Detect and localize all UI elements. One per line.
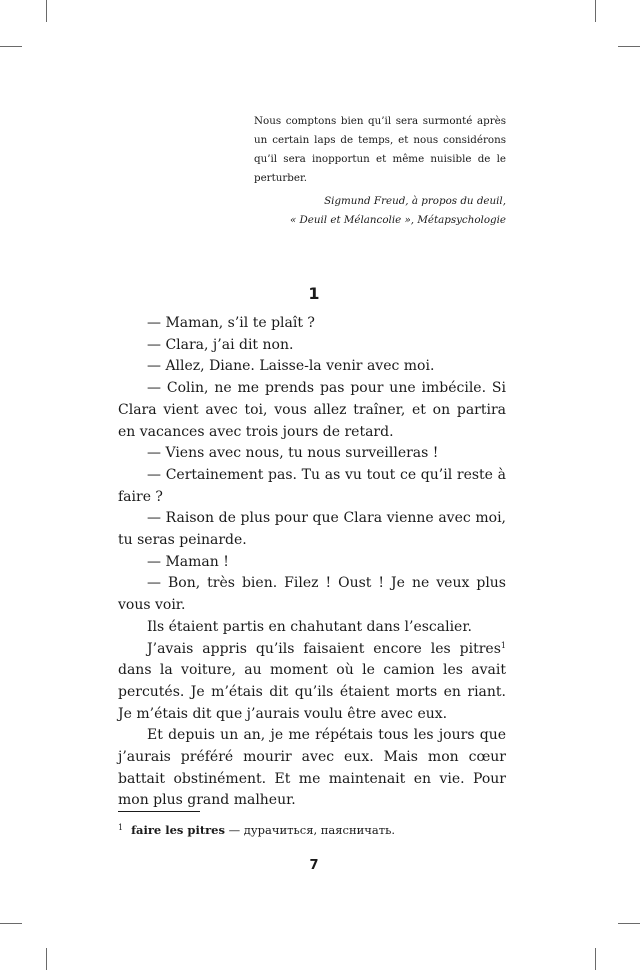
crop-mark-left-top: [0, 46, 22, 47]
crop-mark-top-right: [595, 0, 596, 22]
paragraph: — Maman !: [147, 553, 229, 570]
paragraph: — Allez, Diane. Laisse-la venir avec moi.: [147, 358, 435, 375]
paragraph: — Raison de plus pour que Clara vienne avec moi, tu seras peinarde.: [118, 510, 506, 549]
paragraph: — Colin, ne me prends pas pour une imbécile. Si Clara vient avec toi, vous allez traîner, et on partira en vacances avec trois jours de retard.: [118, 380, 506, 440]
paragraph: Ils étaient partis en chahutant dans l’escalier.: [147, 618, 472, 635]
page-number: 7: [309, 858, 319, 873]
paragraph-text: J’avais appris qu’ils faisaient encore les pitres: [147, 640, 501, 657]
epigraph-quote: Nous comptons bien qu’il sera surmonté après un certain laps de temps, et nous considérons qu’il sera inopportun et même nuisible de le perturber.: [254, 115, 506, 184]
footnote-mark: 1: [118, 823, 124, 832]
chapter-number: 1: [308, 284, 320, 303]
footnote: [118, 819, 518, 839]
footnote-reference[interactable]: 1: [500, 640, 506, 650]
crop-mark-right-top: [618, 46, 640, 47]
paragraph: — Maman, s’il te plaît ?: [147, 315, 315, 331]
crop-mark-bottom-left: [46, 948, 47, 970]
crop-mark-left-bottom: [0, 923, 22, 924]
footnote-term: faire les pitres: [131, 823, 225, 837]
footnote-separator: [118, 811, 200, 812]
epigraph-attribution-author: Sigmund Freud, à propos du deuil,: [324, 195, 506, 207]
paragraph: — Bon, très bien. Filez ! Oust ! Je ne veux plus vous voir.: [118, 575, 506, 614]
paragraph: — Certainement pas. Tu as vu tout ce qu’il reste à faire ?: [118, 466, 506, 505]
crop-mark-bottom-right: [595, 948, 596, 970]
footnote-definition: — дурачиться, паясничать.: [224, 823, 396, 837]
paragraph-text: dans la voiture, au moment où le camion les avait percutés. Je m’étais dit qu’ils étaient morts en riant. Je m’étais dit que j’aurais voulu être avec eux.: [118, 662, 506, 722]
crop-mark-right-bottom: [618, 923, 640, 924]
paragraph-with-footnote: [118, 639, 506, 726]
paragraph: Et depuis un an, je me répétais tous les jours que j’aurais préféré mourir avec eux. Mais mon cœur battait obstinément. Et me maintenait en vie. Pour mon plus grand malheur.: [118, 727, 506, 809]
epigraph-attribution-work: « Deuil et Mélancolie », Métapsychologie: [289, 214, 506, 226]
chapter-body: [118, 313, 506, 812]
paragraph: — Clara, j’ai dit non.: [147, 336, 294, 353]
paragraph: — Viens avec nous, tu nous surveilleras !: [147, 445, 439, 462]
crop-mark-top-left: [46, 0, 47, 22]
epigraph: [254, 112, 506, 230]
